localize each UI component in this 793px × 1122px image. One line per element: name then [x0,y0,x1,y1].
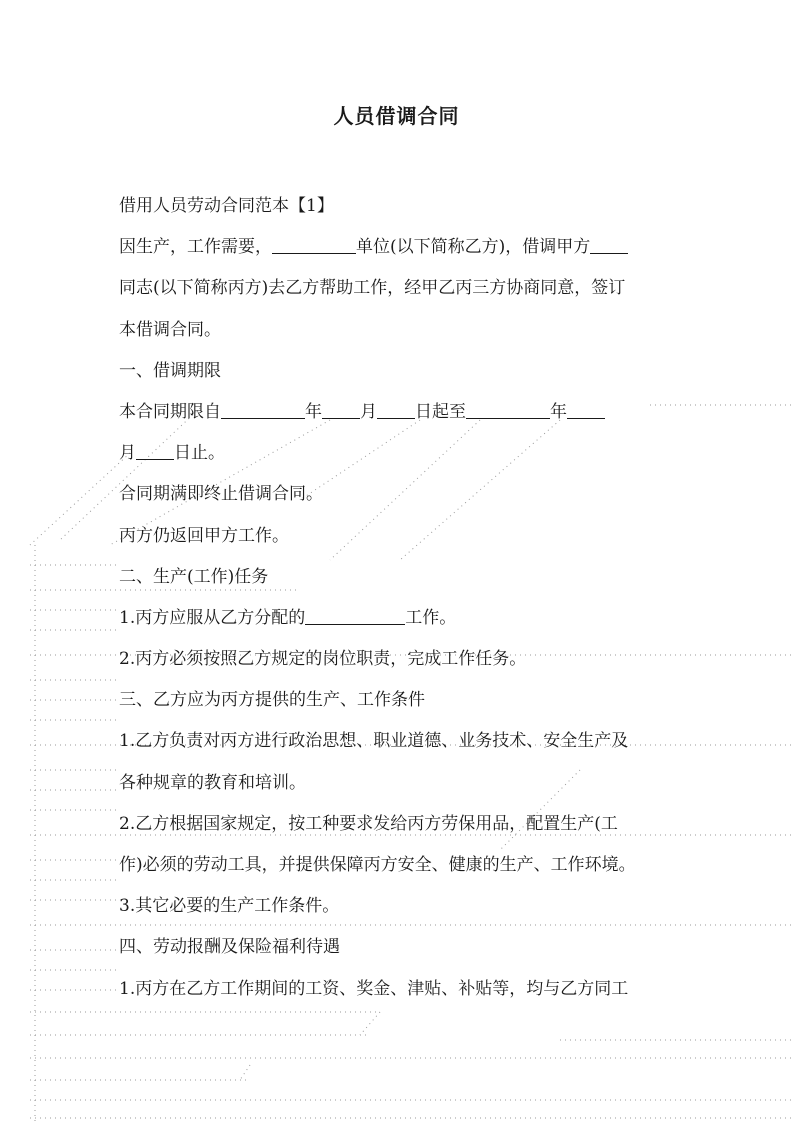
section-heading: 二、生产(工作)任务 [119,566,269,587]
paragraph-line: 1.丙方应服从乙方分配的 工作。 [119,607,457,628]
section-heading: 四、劳动报酬及保险福利待遇 [119,937,340,958]
blank-field [305,607,405,625]
section-heading: 一、借调期限 [119,360,221,381]
paragraph-line: 2.丙方必须按照乙方规定的岗位职责，完成工作任务。 [119,649,527,670]
document-title: 人员借调合同 [333,104,460,128]
blank-field [322,401,360,419]
paragraph-line: 借用人员劳动合同范本【1】 [119,196,334,216]
blank-field [567,401,605,419]
section-heading: 三、乙方应为丙方提供的生产、工作条件 [119,690,425,711]
paragraph-line: 丙方仍返回甲方工作。 [119,525,289,546]
paragraph-line: 月 日止。 [119,443,225,464]
paragraph-line: 本借调合同。 [119,319,221,340]
paragraph-line: 作)必须的劳动工具，并提供保障丙方安全、健康的生产、工作环境。 [119,855,636,875]
blank-field [590,236,628,254]
paragraph-line: 同志(以下简称丙方)去乙方帮助工作，经甲乙丙三方协商同意，签订 [119,278,626,299]
blank-field [272,236,356,254]
blank-field [221,401,305,419]
paragraph-line: 本合同期限自 年 月 日起至 年 [119,392,679,433]
blank-field [136,442,174,460]
paragraph-line: 因生产，工作需要， 单位(以下简称乙方)，借调甲方 [119,227,679,268]
paragraph-line: 各种规章的教育和培训。 [119,772,306,793]
paragraph-line: 1.丙方在乙方工作期间的工资、奖金、津贴、补贴等，均与乙方同工 [119,978,629,999]
paragraph-line: 合同期满即终止借调合同。 [119,484,323,505]
paragraph-line: 2.乙方根据国家规定，按工种要求发给丙方劳保用品，配置生产(工 [119,813,618,834]
paragraph-line: 3.其它必要的生产工作条件。 [119,896,340,917]
document-body [119,186,679,1010]
paragraph-line: 1.乙方负责对丙方进行政治思想、职业道德、业务技术、安全生产及 [119,731,629,752]
blank-field [377,401,415,419]
blank-field [466,401,550,419]
